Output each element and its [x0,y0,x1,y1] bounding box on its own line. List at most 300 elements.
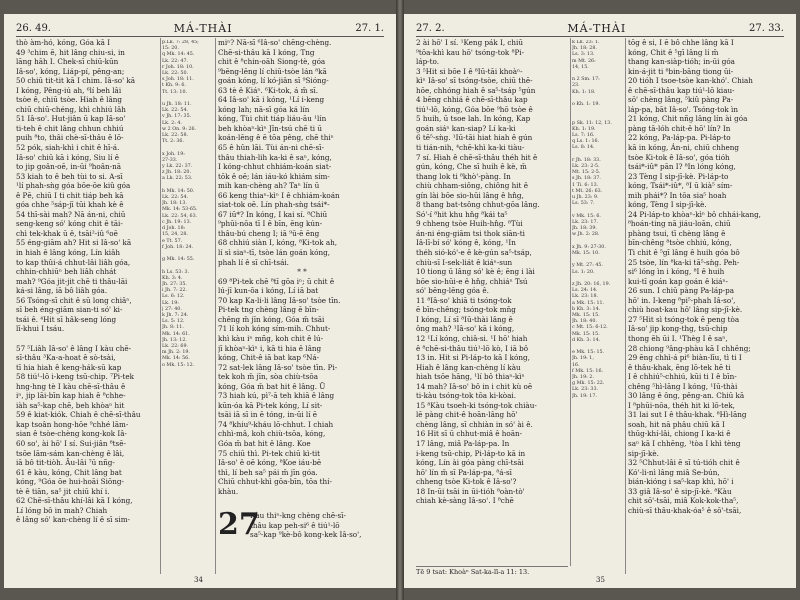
text-line: miⁿ? Nā-sī ⁶Iâ-so' chēng-chèng. [218,38,332,47]
text-line: 58 tiú¹-lō i-keng tsū-chip. ⁷Pi-tek [16,372,135,382]
text-line: chêng m̄ jīn kóng, Góa m̄ tsāi [218,314,325,324]
text-line: Iâ-so' ê oē kóng, ⁸Koe iáu-bē [218,458,322,468]
text-line: 49 ³chim ē, hit lâng chiu-si, in [16,47,125,57]
cross-reference: u Jh. 23: 9. [572,195,599,201]
text-line: 23 Tèng I sip-jī-kè. Pi-láp-to [628,171,729,181]
chapter-number: 27 [218,507,260,542]
cross-reference: Lk. 22: 54. [162,195,189,201]
text-line: 61 ê kàu, kóng, Chit lâng bat [16,467,122,477]
cross-reference: 23. [572,83,580,89]
text-line [16,334,158,344]
text-line: kóng, Tèng I sip-jī-kè. [628,200,707,210]
text-line: ê thâu-khak, ēng lō-tek hē ti [628,362,731,372]
cross-reference: n 2 Sm. 17: [572,77,600,83]
left-text-column-2 [218,38,386,508]
text-line: iⁿ, jip lāi-bīn kap hiah ê ⁸chhe- [16,391,126,401]
text-line: Iâ-lī-bí só' kóng ê, kóng, ¹In [416,238,516,248]
text-line: tsōe lām-sám kan-chèng ê lâi, [16,448,125,458]
cross-reference: a Mk. 15: 11. [572,300,605,306]
text-line: chèng lâng, sī chhiàn in só' ài ê. [416,419,533,429]
text-line: goán kóng, lí kó-jiân sī ⁹Sióng- [218,76,329,86]
text-line: sip-jī-kè. [628,448,659,458]
text-line: tek koh m̄ jīn, sòa chiù-tsōa [218,372,318,382]
text-line: soah, hit nā phâu chiū kā I [628,419,725,429]
text-line: mih kan-chèng ah? Taⁿ lín ū [218,181,320,191]
text-line: pàng tā-lóh chit-ê hō' lín? In [628,123,731,133]
text-line: iàh sa⁵-kap chē, beh khòaⁿ hit [16,400,125,410]
right-cross-references [572,40,624,566]
cross-reference: Jh. 19: 2. [572,374,594,380]
text-line: Pi-tek tng chèng lâng ē bīn- [218,305,319,315]
cross-reference: Ls. 6: 12. [162,294,185,300]
text-line: 73 hiah kú, pì⁷-ā teh khiā ê lâng [218,391,335,401]
text-line: thong ēh ūi I. ¹Thèg I ê saⁿ, [628,333,728,343]
text-line: théh sió-kó'-e ê kè-gún sa⁵-tsáp, [416,248,532,258]
text-line: 55 éng-giām ah? Hit si Iâ-so' kā [16,238,132,248]
text-line: 64 Iâ-so' kā i kóng, ¹Lí i-keng [218,95,325,105]
text-line: Iâ-so' jip kong-thg, tsū-chip [628,324,728,334]
cross-reference: 14, 15. [572,64,589,70]
text-line: kap tsoân hong-hōe ⁹chhé lām- [16,419,129,429]
text-line: 10 tiong ū lâng só' kè ê; ēng i lài [416,267,535,277]
text-line: i-keng tsū-chip, Pi-láp-to kā in [416,448,526,458]
cross-reference: Lk. 19: [162,300,179,306]
cross-reference: q Ls. 1: 16. [572,139,600,145]
cross-reference: g Mk. 15: 22. [572,381,605,387]
text-line: kóng, Góa m̄ bat hit ê lâng. Ū [218,381,326,391]
text-line: 56 Tsóng-sī chit ê sū long chiâⁿ, [16,295,132,305]
text-line: hng-hng tè I kàu chē-sī-thâu ê [16,381,126,391]
cross-reference: m Mt. 26: [572,58,596,64]
text-line: lē pàng chit-ê hoān-lâng hō' [416,410,518,420]
text-line: Kàu thiⁿ-kng chèng chē-sī- [250,511,346,520]
cross-reference: Tt. 2: 36. [162,139,184,145]
text-line: 57 ⁵Liâh Iâ-so' ê lâng I kàu chē- [16,343,132,353]
cross-reference: j 27: 40. [162,306,182,312]
text-line: lú-jī kun-ōa i kóng, Lí iā bat [218,286,319,296]
text-line: kóng, Lín ài góa pàng chī-tsāi [416,458,524,468]
cross-reference: x Joh. 19: [162,151,185,157]
cross-reference: p Sk. 11: 12, 13. [572,120,612,126]
cross-reference: e Tt. 57. [162,238,183,244]
text-line: goán siáⁿ kan-siap? Lí ka-ki [416,123,516,133]
text-line: Ti chit ê ⁵gī lâng ê huih góa bô [628,248,740,258]
cross-reference: Mk. 14: 53-65. [162,207,198,213]
left-header-book-title: MÁ-THÀI [173,21,233,35]
text-line: ē bīn-chêng; tsóng-tok mn̄g [416,305,516,315]
cross-reference: r Joh. 18: 10. [162,64,194,70]
text-line: chiah kè-sàng Iâ-so'. I ⁸chē [416,496,514,506]
text-line: sī-thâu ³Ka-a-hoat ê sò-tsài, [16,353,116,363]
cross-reference: Mk. 15: 10. [572,250,600,256]
text-line: in hiah ê lâng kóng, Lín kiâh [16,248,121,258]
text-line: hōe, chhóng hiah ê sa⁵-tsáp ⁵gún [416,85,536,95]
cross-reference: d Joh. 18: [162,226,186,232]
cross-reference: Jh. 18: 39. [572,226,597,232]
text-line: Só'-í ⁸hit khu hn̂g ⁸kái ta⁵ [416,209,508,219]
text-line: puih ⁸to, thâi chè-sī-thâu ê lō- [16,133,124,143]
text-line: ê lâng só' kan-chèng lí ê sī sim- [16,515,130,525]
text-line: 63 tè ê Kiáⁿ. ⁶Ki-tok, á m̄ sī. [218,85,319,95]
text-line: 33 giâ Iâ-so' ê sip-jī-kè. ⁸Kàu [628,486,732,496]
text-line: koán-lēng ê ē tōa pêng, chē thiⁿ [218,133,334,143]
text-line: 27 ⁵Hit sì tsóng-tok ē peng tòa [628,314,740,324]
text-line: chiù chham-siông, chiông hit ê [416,181,528,191]
text-line: lí sì siaⁿ-tī, tsòe lán goán kóng, [218,248,330,258]
text-line: 52 pók, siah-khì i chit ê hī-á. [16,143,120,153]
column-rule [160,38,161,574]
cross-reference: Ls. 53: 7. [572,201,595,207]
text-line: chit sō'-tsāi, miâ Kok-kok-tha⁵, [628,496,739,506]
cross-reference: v Jh. 17: 35. [162,114,192,120]
text-line: saⁿ kā I chhēng, ¹tòa I khì tèng [628,438,741,448]
text-line: phàng tsui, tī chèng lâng ê [628,228,726,238]
text-line: 26 sun. I chiū pàng Pa-láp-pa [628,286,735,296]
text-line: ti-teh ê chit lâng chhun chhiú [16,123,124,133]
cross-reference: 27-33. [162,157,178,163]
text-line: hō' in. I-keng ⁸pi⁵-phah Iâ-so', [628,295,736,305]
text-line: gún, kóng, Che sī huih ê kè, m̄ [416,162,527,172]
text-line: 60 so', ài hō' I sí. Sui-jiân ⁸tsē- [16,438,126,448]
right-header-verse-start: 27. 2. [416,22,445,34]
text-line: 14 mah? Iâ-so' bô in i chit kù oē [416,381,533,391]
text-line: án-ni éng-giām tsi thok siān-ti [416,228,525,238]
text-line: chit ê ⁸chin-oāh Siong-tè, góa [218,57,326,67]
text-line: ê ⁸chē-si-thâu tiú¹-lō kò, I iā bô [416,343,529,353]
text-line: chiù-sī thâu-khak-óa⁵ ê sō'-tsāi, [628,505,742,515]
text-line: tsòe ê, chiū tsòe. Hiah ê lâng [16,95,122,105]
text-line: só' bēng-lēng góa ê. [416,286,489,296]
text-line: mih phái*? In tōa sia⁵ hoah [628,190,727,200]
text-line: 3 ⁵Hit si bōe I ê ⁸Iū-tāi khoàⁿ- [416,66,523,76]
cross-reference: u Jh. 18: 11. [162,102,192,108]
left-page-header [16,20,384,37]
text-line: ê chē-sī-thâu kap tiú¹-lō kiau- [628,85,735,95]
text-line: thâu kap peh-si⁶ ê tiú¹-lō [250,520,340,530]
cross-reference: Jh. 18: 40. [572,319,597,325]
cross-reference: 1 Ti. 6: 13. [572,182,599,188]
text-line: tōg ê si, I ē bô chhe lâng kā I [628,38,734,47]
text-line: tī hia hiah ê keng-hák-sū kap [16,362,122,372]
cross-reference: y Lk. 22: 37. [162,164,193,170]
cross-reference: Lk. 22: 54, 63. [162,213,198,219]
cross-reference: Jh. 18: 28. [572,46,597,52]
right-header-verse-end: 27. 33. [748,22,784,34]
text-line: chiū chiū-chéng, khì chhiú lâh [16,104,126,114]
cross-reference: Mk. 14: 56. [162,356,190,362]
text-line: ê Pē, chiū I ti chit tiáp beh kā [16,190,124,200]
text-line: 4 bēng chhiá ê chē-sī-thâu kap [416,95,528,105]
right-page-header [416,20,784,37]
cross-reference: w 2 On. 9: 26. [162,126,197,132]
text-line: bīn-chêng ⁸tsòe chhiú, kóng, [628,238,732,248]
text-line: Góa m̄ bat hit ê lâng. Koe [218,438,311,448]
text-line: beh khòaⁿ-kìⁿ Jîn-tsú chē ti ū [218,123,322,133]
text-line: jī khòaⁿ-kìⁿ i, kā ti hia ê lâng [218,343,322,353]
text-line: 17 lâng, miâ Pa-láp-pa. In [416,438,510,448]
text-line: sō' chèng lâng, ⁵kiû pàng Pa- [628,95,734,105]
cross-reference: o Kh. 1: 19. [572,102,600,108]
text-line: khàu. [218,486,239,496]
text-line: chhin-chhiūⁿ beh liâh chhát [16,267,117,277]
cross-reference: d Kh. 3: 14. [572,337,601,343]
text-line: Hiah ê lâng kan-chèng lí kàu [416,362,521,372]
text-line: seng-keng só' kóng chit ê tāi- [16,219,123,229]
cross-reference: s Joh. 18: 11. [162,77,194,83]
cross-reference: a Lk. 22: 53. [162,176,193,182]
text-line: 74 ⁸khiu⁹-kháu lō-chhut. I chiah [218,419,334,429]
cross-reference: f Joh. 18: 24. [162,244,194,250]
text-line: kūn-óa kā Pi-tek kóng, Lí sit- [218,400,323,410]
text-line: 54 thī-sài mah? Nā án-ni, chiū [16,209,126,219]
text-line: kin-á-jit ti ⁸bin-bāng tiong ūi- [628,66,734,76]
footnote: Tē 9 tsat: Khoàⁿ Sat-ka-lī-a 11: 13. [416,566,568,576]
cross-reference: Ls. 1: 20. [572,269,595,275]
text-line: 59 ê kiat-kiók. Chiah ê chē-sī-thâu [16,410,141,420]
left-page-number: 34 [194,576,203,584]
text-line: kóng, Chit ê ⁵gī lâng lí m̄ [628,47,719,57]
text-line: bōe sio-hūi-e ê hn̂g, chhiáⁿ Tsú [416,276,528,286]
text-line: 50 chiū tit-tit kā I chim. Iâ-so' kā [16,76,136,86]
cross-reference: t Kh. 9: 6. [162,83,186,89]
text-line: thì, lí beh sa⁵ pái m̄ jīn góa. [218,467,318,477]
text-line: 70 kap Ka-li-li lâng Iâ-so' tsòe tīn. [218,295,341,305]
text-line: Iâ-so', kóng, Liáp-pí, pêng-an; [16,66,125,76]
text-line: thang lok ti ⁸khò'-pàng. In [416,171,511,181]
left-header-verse-end: 27. 1. [355,22,384,34]
cross-reference: Lk. 2: 4. [162,120,182,126]
column-rule [625,38,626,574]
text-line: thò àm-hó, kóng, Góa kā I [16,38,111,47]
left-page [4,14,396,588]
cross-reference: Ls. 24: 14. [572,288,598,294]
text-line: phah lí ê sī chī-tsái. [218,257,289,267]
cross-reference: i Jh. 7: 22. [162,288,187,294]
text-line: góa chhe ⁵sáp-jī tūi khah kè ê [16,200,124,210]
text-line: kóng lah; nā-sī góa ká lín [218,104,310,114]
cross-reference: y Mt. 27: 45. [572,263,603,269]
cross-reference: b Kh. 3: 14. [572,306,601,312]
text-line: kìⁿ Iâ-so' sī tsóng-tsòe, chiū thē- [416,76,533,86]
cross-reference: Lk. 22: 54. [162,108,189,114]
text-line: 13 in. Hit si Pi-láp-to kā I kóng, [416,353,530,363]
cross-reference: Jh. 19: 1, [572,356,594,362]
text-line: kā in kóng, Án-ni, chiū chheng [628,143,739,153]
text-line: sa⁵-kap ⁹kè-bô kong-kek Iâ-so', [250,530,362,540]
text-line: chheng tsòe Ki-tok ê Iâ-so'? [416,477,517,487]
cross-reference: Lk. 23: 18. [572,294,599,300]
cross-reference: Kh. 1: 18. [572,89,596,95]
text-line: I ⁸phūi-nōa, théh hit ki lō-tek, [628,400,735,410]
text-line: 6 tē⁵-sǹg. ¹Iū-tāi hiat hiah ê gún [416,133,533,143]
text-line: 16 Hit sī ū chhut-miâ ê hoān- [416,429,523,439]
right-page [404,14,796,588]
text-line: 69 ⁸Pi-tek chē ⁸tī gōa iⁿ; ū chit ê [218,276,335,286]
cross-reference: Lk. 23: 17. [572,219,599,225]
cross-reference: Mt. 15: 2-5. [572,170,601,176]
text-line: sī beh éng-giām sian-ti só' ki- [16,305,123,315]
text-line: lāng hāh I. Chek-sī chiū-kūn [16,57,119,67]
cross-reference: Lk. 23: 33. [572,387,599,393]
cross-reference: Lk. 22: 47. [162,58,189,64]
text-line: ká-si lâng, iā bô liâh góa. [16,286,108,296]
text-line: thang kan-siàp-tióh; in-ūi góa [628,57,735,67]
cross-reference: Lk. 22: 69. [162,343,189,349]
text-line: I kóng, Lí sī ⁸Iū-thài lâng ê [416,314,513,324]
text-line: 22 kóng, Pa-láp-pa. Pi-láp-to [628,133,731,143]
text-line: 2 ài hō' I sí. ¹Keng pák I, chiū [416,38,523,47]
cross-reference: Mk. 15: 15. [572,331,600,337]
text-line: 62 Chē-sī-thâu khí-lâi kā I kóng, [16,496,133,506]
text-line: to jip goân-oē, in-ūi ⁹hoân-nā [16,162,121,172]
text-line: 31 lai sut I ê thâu-khak. ⁸Hì-lāng [628,410,747,420]
text-line: lī-khui I tsáu. [16,324,65,334]
text-line: Chē-si-thâu kā I kóng, Tng [218,47,315,57]
cross-reference: Mk. 14: 61. [162,331,190,337]
cross-reference: Jh. 18: 13. [162,201,187,207]
cross-reference: z Jh. 18: 20. [162,170,191,176]
text-line: 29 ēng chhì-á pi⁶ biàn-līu, tì ti I [628,353,742,363]
cross-reference: Lk. 22: 58. [162,133,189,139]
text-line: 30 lâng ê ông, pêng-an. Chiū kā [628,391,745,401]
text-line: ti-kàu tsóng-tok tōa ki-kòai. [416,391,517,401]
text-line: 21 kóng, Chit nñg lâng lín ài góa [628,114,748,124]
text-line: mah? ⁹Góa jit-jit chē ti thâu-lāi [16,276,128,286]
cross-reference: Ls. 7: 16. [572,133,595,139]
cross-reference: Mk. 15: 15. [572,312,600,318]
cross-reference: Tt. 13: 10. [162,89,188,95]
text-line: Lí lóng bô in mah? Chiah [16,505,108,515]
cross-reference: k Jh. 7: 24. [162,312,189,318]
text-line: I kóng-chhut chhiám-koán siat- [218,162,332,172]
cross-reference: r Jh. 18: 33. [572,157,601,163]
text-line: 66 keng thiaⁿ-kìⁿ I ê chhiám-koán [218,190,340,200]
right-header-book-title: MÁ-THÀI [567,21,627,35]
text-line: tè ê tiān, sa⁵ jit chiū khí i. [16,486,110,496]
right-text-column-2 [628,38,786,574]
left-cross-references [162,40,214,574]
text-line: 71 lí koh kóng sím-mih. Chhut- [218,324,331,334]
text-line: hō' lín m̄ sī Pa-láp-pa, ⁸á-sī [416,467,512,477]
text-line: I kóng, Pêng-iú ah, ⁶lí beh lâi [16,85,122,95]
text-line: ⁹phūi-nōa tī I ê bīn, ēng kún- [218,219,323,229]
text-line: 28 chiong ⁹âng-phàu kā I chhēng; [628,343,751,353]
cross-reference: Jh. 19: 17. [572,393,597,399]
text-line: siat-tok oē. Lín phah-sǹg tsái*- [218,200,330,210]
cross-reference: w Jh. 2: 28. [572,232,600,238]
text-line: chêng ⁵hì-lāng I kóng, ¹Iū-thài [628,381,738,391]
cross-reference: Lk. 23: 2-5. [572,164,600,170]
text-line: khì kàu iⁿ mñg, koh chit ê lú- [218,333,324,343]
text-line: bián-kióng i sa⁵-kap khì, hō' i [628,477,734,487]
right-page-number: 35 [596,576,605,584]
cross-reference: q Mk. 14: 45. [162,52,195,58]
cross-reference: Lk. 22: 50. [162,71,189,77]
left-text-column-1 [16,38,158,574]
text-line: 65 ê hûn lāi. Tùi án-ni chē-sī- [218,143,324,153]
text-line: 12 ¹Lí kóng, chiâ-si. ¹I hō' hiah [416,333,528,343]
text-line: 75 chiū thì. Pi-tek chiū kì-tit [218,448,321,458]
text-line: 51 Iâ-so'. Hut-jiân ū kap Iâ-so' [16,114,126,124]
cross-reference: Ls. 5: 12. [162,319,185,325]
text-line: tiú¹-lō, kóng, Góa bōe ⁹hō tsòe ê [416,104,533,114]
text-line: ông mah? ¹Iâ-so' kā i kóng, [416,324,515,334]
text-line: iā bô tit-tiòh. Āu-lâi ⁷ū nñg- [16,458,115,468]
cross-reference: Kh. 3: 4. [162,275,183,281]
text-line: Chiū chhut-khì gōa-bīn, tōa thí- [218,477,332,487]
text-line: 5 huih, ū tsoe lah. In kóng, Kap [416,114,531,124]
text-line: to kap thûi-á chhut-lâi liâh góa, [16,257,131,267]
text-line: chhì-mâ, koh chiù-tsōa, kóng, [218,429,326,439]
text-line: tsái ê. ⁴Hit sī hâk-seng lóng [16,314,117,324]
right-text-column-1 [416,38,568,566]
text-line: Iâ-so' chiū kā i kóng, Siu lí ê [16,152,119,162]
chapter-27-opening [250,511,386,541]
cross-reference: m Jh. 2: 19. [162,350,190,356]
text-line: Kó'-li-nì lâng miâ Se-bún, [628,467,720,477]
text-line: 9 chheng tsòe Huih-hn̂g. ⁸Tùi [416,219,523,229]
text-line: kóng, ⁹Góa ōe hui-hoāi Siōng- [16,477,124,487]
text-line: 24 Pi-láp-to khòaⁿ-kìⁿ bô chhái-kang, [628,209,761,219]
text-line: 11 ⁸Iâ-so' khiā ti tsóng-tok [416,295,512,305]
text-line: kui-tī goán kap goán ê kiáⁿ- [628,276,728,286]
text-line: ti tián-nih, ⁴chē-khì ka-ki tiàu- [416,143,525,153]
cross-reference: Ls. 3: 13. [572,52,595,58]
text-line: 15 ⁸Kàu tsoeh-ki tsóng-tok chiàu- [416,400,537,410]
cross-reference: z Jh. 20: 16, 19. [572,281,611,287]
cross-reference: c Mt. 15: 6-12. [572,325,608,331]
cross-reference: Jh. 8: 11. [162,325,184,331]
text-line: gín lài bōe sio-hūi lâng ê hn̂g, [416,190,524,200]
text-line: kóng, Tsái*-iû*, ⁸I ū kià⁵ sím- [628,181,733,191]
text-line: thâu thiah-lih ka-ki ê saⁿ, kóng, [218,152,332,162]
text-line: 7 sí. Hiah ê chē-sī-thâu théh hit ê [416,152,538,162]
text-line: láp-pa, bāt Iâ-so'. Tsóng-tok ìn [628,104,738,114]
cross-reference: Jh. 13: 12. [162,337,187,343]
text-line: tsāi iā sī in ē tóng, in-ūi lí ē [218,410,318,420]
text-line: tsòe Ki-tok ê Iâ-so', góa tióh [628,152,730,162]
text-line: si⁶ lóng ìn i kóng, ⁸I ê huih [628,267,725,277]
text-line: chì tek-khak ū ê, tsāi²-iû ⁶oē [16,228,118,238]
cross-reference: x Jh. 9: 27-30. [572,244,606,250]
cross-reference: p.Lk. 7: 28, 45; [162,40,199,45]
text-line: 67 iū*? In kóng, I kai sí. ⁸Chiū [218,209,328,219]
cross-reference: k Lk. 23: 1. [572,40,600,45]
text-line: 25 tsòe, lín ⁸ka-ki tā⁵-sǹg. Peh- [628,257,740,267]
cross-reference: t Mt. 26: 63. [572,188,603,194]
cross-reference: Kh. 1: 19. [572,126,596,132]
book-gutter [396,0,404,600]
text-line: thūg-khí-lâi, chiong I ka-ki ê [628,429,731,439]
cross-reference: b Mk. 14: 50. [162,188,195,194]
text-line: láp-to. [416,57,439,67]
cross-reference: f Mk. 15: 16. [572,368,604,374]
text-line: chiù hoat-kau hō' lâng sip-jī-kè. [628,305,743,315]
left-header-verse-start: 26. 49. [16,22,51,34]
text-line: 68 chhiú siàn I, kóng, ⁸Ki-tok ah, [218,238,338,248]
text-line: hiah tsōe hāng, ¹lí bô thiaⁿ-kìⁿ [416,372,525,382]
text-line: kóng, Chit-ê iā bat kap ⁶Ná- [218,353,320,363]
text-line: kóng, Tùi chit tiáp liáu-āu ¹lín [218,114,327,124]
text-line: chiù-sī I-sek-liát ê kiáⁿ-sun [416,257,513,267]
cross-reference: h Ls. 53: 3. [162,269,190,275]
text-line: ⁹tōa-khì kau hō' tsóng-tok ⁸Pi- [416,47,525,57]
column-rule [215,38,216,574]
text-line: I ê chhiú⁵-chhiú, kūi ti I ê bīn- [628,372,737,382]
text-line: 8 thang bat-tsông chhut-gōa lâng. [416,200,540,210]
text-line: ¹lí phah-sǹg góa bōe-ōe kiû góa [16,181,131,191]
section-divider-stars: * * [297,267,307,277]
